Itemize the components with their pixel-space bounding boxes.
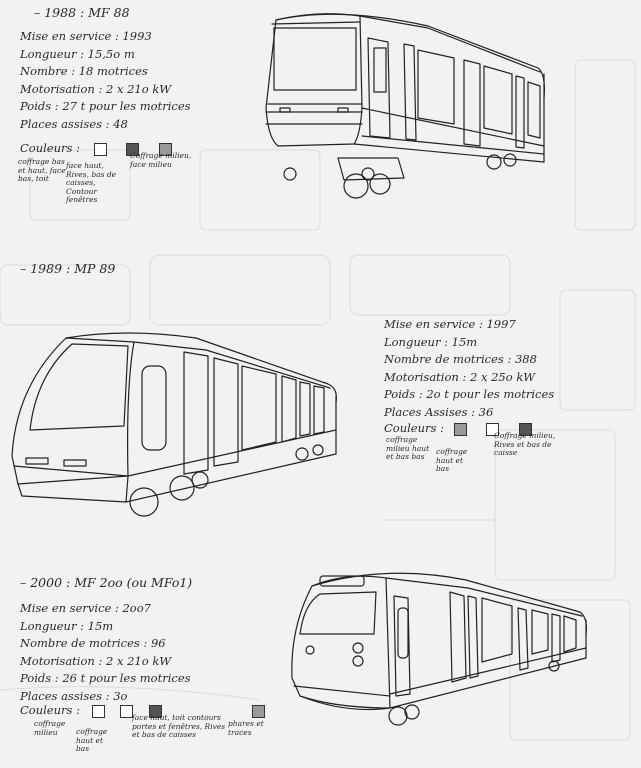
- color-note: Coffrage milieu, Rives et bas de caisse: [494, 431, 556, 457]
- spec-line: Motorisation : 2 x 21o kW: [20, 653, 172, 668]
- color-note: coffrage milieu haut et bas bas: [386, 435, 430, 461]
- spec-line: Places assises : 48: [20, 116, 128, 131]
- spec-line: Mise en service : 1993: [20, 29, 152, 43]
- section-heading-mp89: – 1989 : MP 89: [20, 261, 116, 276]
- spec-line: Motorisation : 2 x 25o kW: [384, 369, 536, 384]
- color-note: coffrage haut et bas: [436, 447, 468, 473]
- color-note: phares et traces: [228, 719, 264, 737]
- color-note: face haut, Rives, bas de caisses, Contour fenêtres: [66, 161, 117, 204]
- colors-label: Couleurs :: [20, 703, 80, 717]
- spec-line: Longueur : 15m: [20, 618, 114, 633]
- spec-list-mf88: [20, 28, 191, 133]
- spec-line: Poids : 2o t pour les motrices: [384, 387, 555, 401]
- spec-line: Poids : 26 t pour les motrices: [20, 671, 191, 685]
- spec-line: Poids : 27 t pour les motrices: [20, 99, 191, 113]
- color-note: coffrage milieu: [34, 719, 66, 737]
- section-heading-mf88: – 1988 : MF 88: [34, 5, 130, 20]
- spec-line: Longueur : 15,5o m: [20, 46, 135, 61]
- mf88-train-drawing: [258, 8, 553, 208]
- spec-line: Mise en service : 2oo7: [20, 601, 151, 615]
- spec-line: Nombre : 18 motrices: [20, 64, 148, 78]
- spec-line: Places Assises : 36: [384, 404, 494, 419]
- color-note: coffrage haut et bas: [76, 727, 108, 753]
- section-heading-mf2000: – 2000 : MF 2oo (ou MFo1): [20, 575, 193, 590]
- color-note: face haut, toit contours portes et fenêtres, Rives et bas de caisses: [132, 713, 226, 739]
- color-swatch-grey: [252, 705, 265, 718]
- color-note: Coffrage milieu, face milieu: [130, 151, 192, 169]
- spec-list-mp89: [384, 316, 554, 421]
- spec-line: Motorisation : 2 x 21o kW: [20, 81, 172, 96]
- color-note: coffrage bas et haut, face bas, toit: [18, 157, 66, 183]
- colors-label: Couleurs :: [384, 421, 444, 435]
- mf2000-train-drawing: [286, 568, 592, 728]
- mp89-train-drawing: [6, 326, 346, 522]
- color-swatch-grey: [454, 423, 467, 436]
- spec-line: Places assises : 3o: [20, 688, 128, 703]
- color-swatch-white: [94, 143, 107, 156]
- spec-line: Nombre de motrices : 388: [384, 352, 537, 366]
- spec-line: Mise en service : 1997: [384, 317, 516, 331]
- colors-label: Couleurs :: [20, 141, 80, 155]
- color-swatch-white: [92, 705, 105, 718]
- spec-line: Longueur : 15m: [384, 334, 478, 349]
- spec-list-mf2000: [20, 600, 191, 705]
- spec-line: Nombre de motrices : 96: [20, 636, 166, 650]
